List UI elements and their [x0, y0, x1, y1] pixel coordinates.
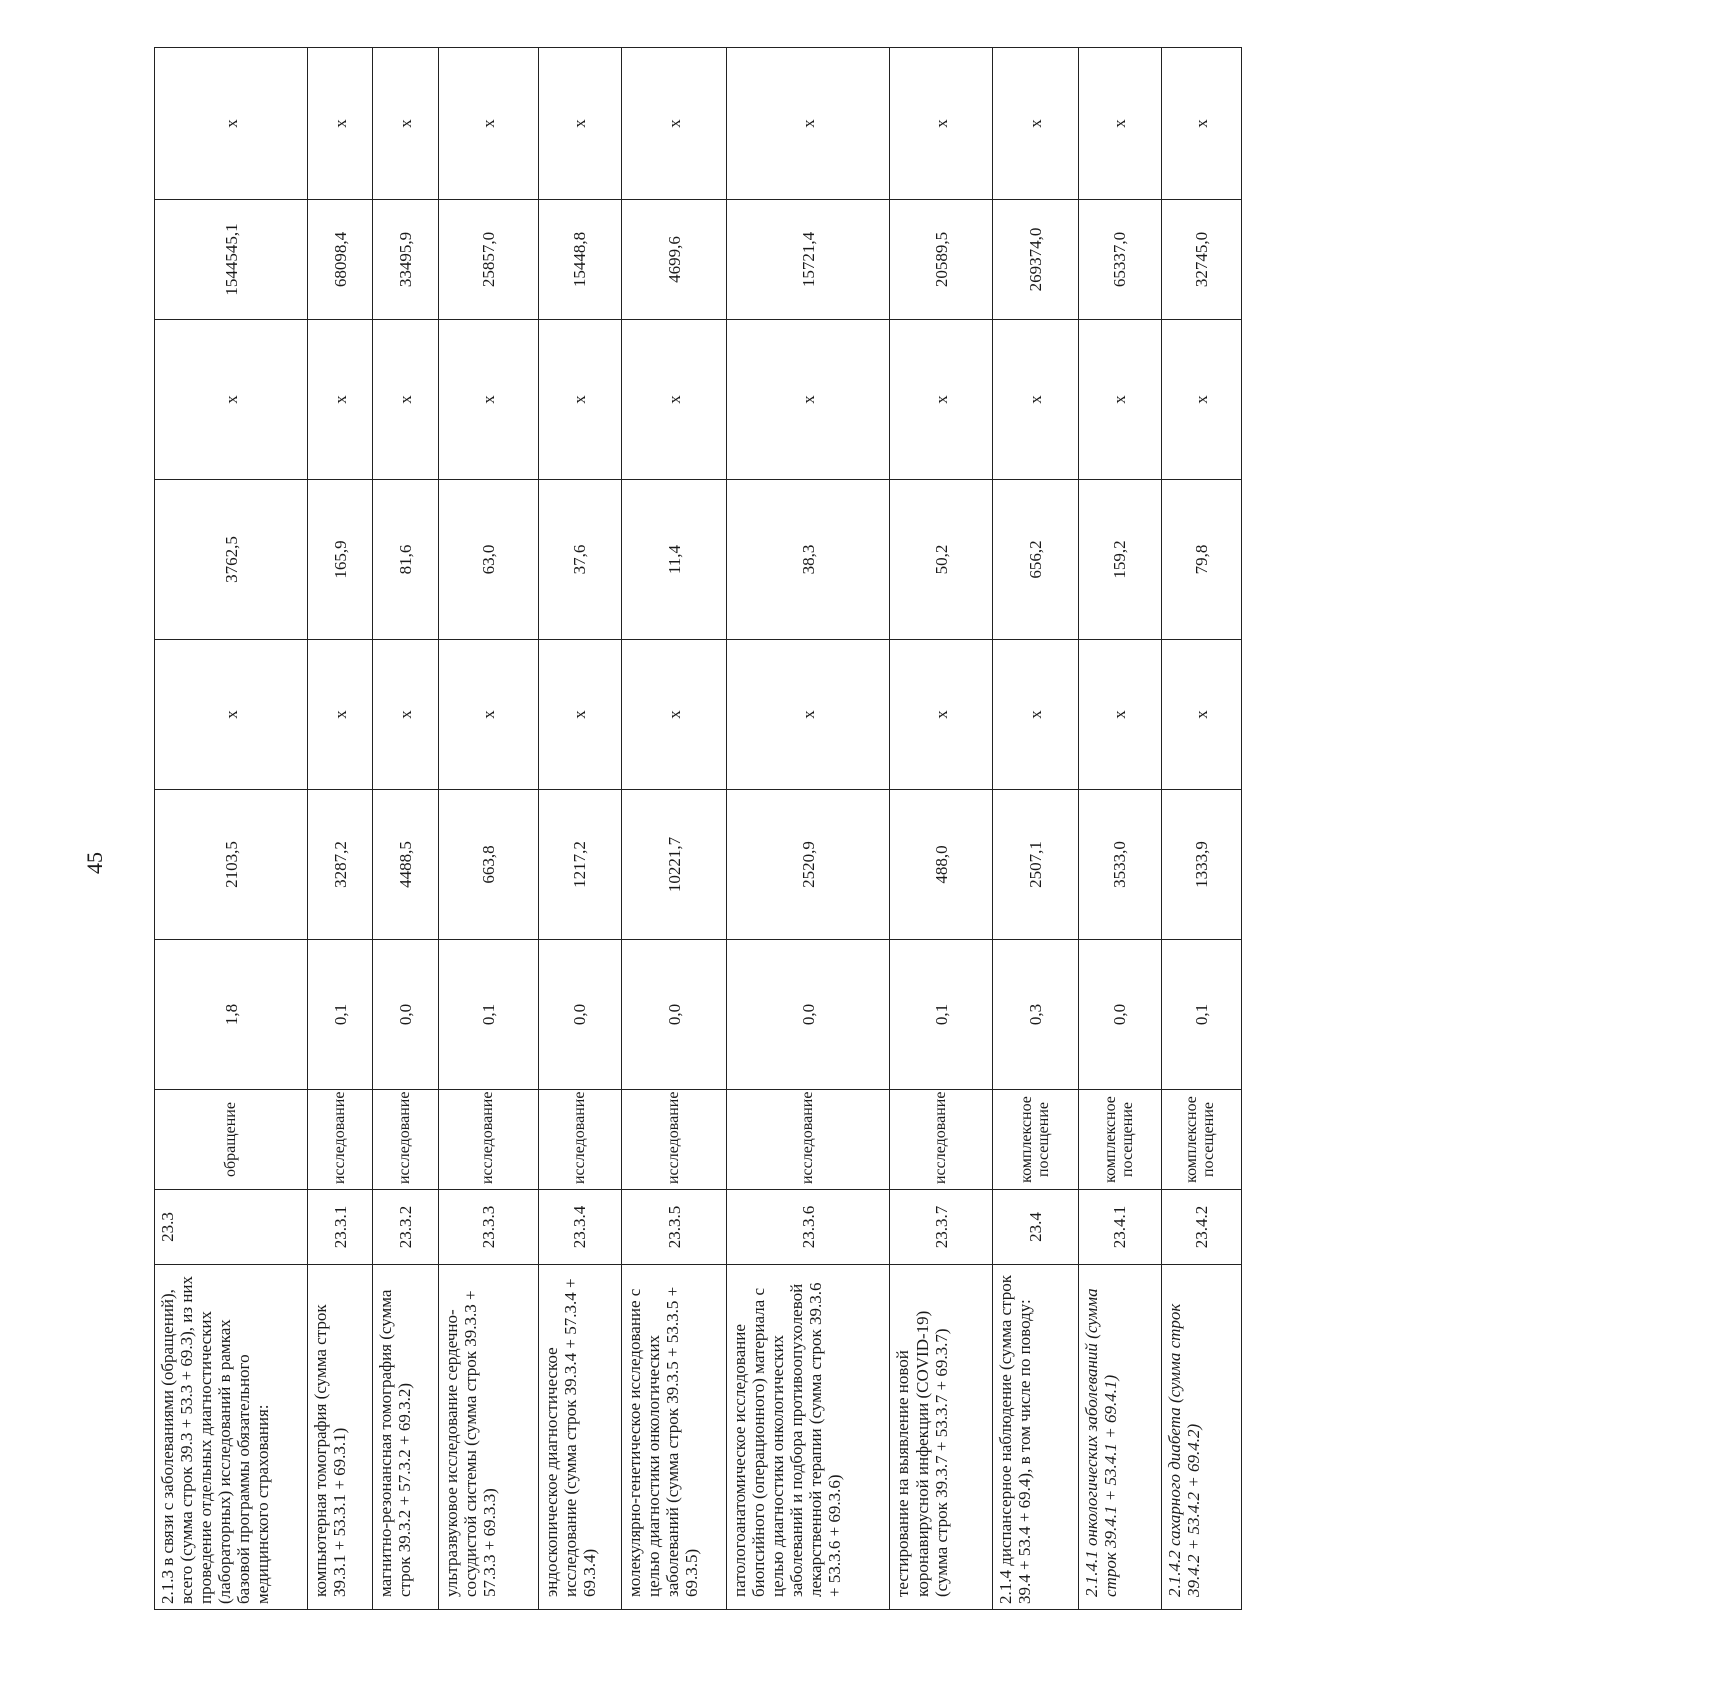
cell-v4: 63,0 [438, 480, 538, 640]
page-number: 45 [82, 852, 107, 874]
cell-v5: x [993, 320, 1078, 480]
row-name: тестирование на выявление новой коронавирусной инфекции (COVID-19) (сумма строк 39.3.7 + 53.3.7 + 69.3.7) [890, 1265, 993, 1610]
cell-v7: x [1078, 48, 1161, 200]
cell-v4: 79,8 [1161, 480, 1241, 640]
row-code: 23.3.1 [308, 1190, 373, 1265]
table-row [727, 48, 890, 1610]
row-code: 23.3.3 [438, 1190, 538, 1265]
row-code: 23.3.6 [727, 1190, 890, 1265]
cell-v7: x [890, 48, 993, 200]
cell-v2: 1217,2 [539, 790, 622, 940]
cell-v1: 0,0 [1078, 940, 1161, 1090]
table-row [993, 48, 1078, 1610]
cell-v4: 37,6 [539, 480, 622, 640]
cell-v7: x [1161, 48, 1241, 200]
cell-v3: x [308, 640, 373, 790]
cell-v2: 4488,5 [373, 790, 438, 940]
cell-v6: 15721,4 [727, 200, 890, 320]
cell-v5: x [621, 320, 726, 480]
cell-v5: x [438, 320, 538, 480]
cell-v1: 0,0 [539, 940, 622, 1090]
row-name: 2.1.4.2 сахарного диабета (сумма строк 39.4.2 + 53.4.2 + 69.4.2) [1161, 1265, 1241, 1610]
cell-v2: 663,8 [438, 790, 538, 940]
row-unit: исследование [373, 1090, 438, 1190]
row-name: 2.1.3 в связи с заболеваниями (обращений), всего (сумма строк 39.3 + 53.3 + 69.3), из них проведение отдельных диагностических (лабораторных) исследований в рамках базовой программы обязательного медицинского страхования: [155, 1265, 308, 1610]
row-code: 23.4.1 [1078, 1190, 1161, 1265]
cell-v5: x [308, 320, 373, 480]
cell-v6: 269374,0 [993, 200, 1078, 320]
cell-v2: 2103,5 [155, 790, 308, 940]
row-name: эндоскопическое диагностическое исследование (сумма строк 39.3.4 + 57.3.4 + 69.3.4) [539, 1265, 622, 1610]
table-row [308, 48, 373, 1610]
row-name: компьютерная томография (сумма строк 39.3.1 + 53.3.1 + 69.3.1) [308, 1265, 373, 1610]
row-unit: комплексное посещение [1161, 1090, 1241, 1190]
cell-v7: x [727, 48, 890, 200]
cell-v5: x [373, 320, 438, 480]
row-code: 23.3.7 [890, 1190, 993, 1265]
cell-v2: 3287,2 [308, 790, 373, 940]
table-row [1078, 48, 1161, 1610]
cell-v5: x [890, 320, 993, 480]
cell-v4: 38,3 [727, 480, 890, 640]
cell-v3: x [1161, 640, 1241, 790]
row-code: 23.4 [993, 1190, 1078, 1265]
table-row [373, 48, 438, 1610]
cell-v7: x [993, 48, 1078, 200]
cell-v7: x [438, 48, 538, 200]
row-unit: комплексное посещение [1078, 1090, 1161, 1190]
cell-v1: 0,1 [308, 940, 373, 1090]
cell-v5: x [727, 320, 890, 480]
cell-v6: 20589,5 [890, 200, 993, 320]
cell-v1: 0,1 [438, 940, 538, 1090]
cell-v6: 4699,6 [621, 200, 726, 320]
cell-v5: x [1078, 320, 1161, 480]
cell-v3: x [890, 640, 993, 790]
cell-v7: x [155, 48, 308, 200]
row-unit: исследование [621, 1090, 726, 1190]
cell-v1: 0,3 [993, 940, 1078, 1090]
cell-v2: 2507,1 [993, 790, 1078, 940]
cell-v6: 68098,4 [308, 200, 373, 320]
cell-v2: 3533,0 [1078, 790, 1161, 940]
cell-v3: x [1078, 640, 1161, 790]
cell-v2: 2520,9 [727, 790, 890, 940]
cell-v5: x [539, 320, 622, 480]
row-unit: исследование [438, 1090, 538, 1190]
cell-v6: 33495,9 [373, 200, 438, 320]
row-code: 23.3.4 [539, 1190, 622, 1265]
cell-v6: 65337,0 [1078, 200, 1161, 320]
row-name: магнитно-резонансная томография (сумма строк 39.3.2 + 57.3.2 + 69.3.2) [373, 1265, 438, 1610]
row-name: ультразвуковое исследование сердечно-сосудистой системы (сумма строк 39.3.3 + 57.3.3 + 69.3.3) [438, 1265, 538, 1610]
cell-v1: 0,1 [890, 940, 993, 1090]
row-name: молекулярно-генетическое исследование с целью диагностики онкологических заболеваний (сумма строк 39.3.5 + 53.3.5 + 69.3.5) [621, 1265, 726, 1610]
table-row [155, 48, 308, 1610]
cell-v6: 1544545,1 [155, 200, 308, 320]
cell-v7: x [373, 48, 438, 200]
cell-v6: 32745,0 [1161, 200, 1241, 320]
cell-v4: 656,2 [993, 480, 1078, 640]
cell-v3: x [438, 640, 538, 790]
cell-v4: 81,6 [373, 480, 438, 640]
row-code: 23.3 [155, 1190, 308, 1265]
cell-v3: x [155, 640, 308, 790]
row-name: патологоанатомическое исследование биопсийного (операционного) материала с целью диагностики онкологических заболеваний и подбора противоопухолевой лекарственной терапии (сумма строк 39.3.6 + 53.3.6 + 69.3.6) [727, 1265, 890, 1610]
row-code: 23.4.2 [1161, 1190, 1241, 1265]
row-code: 23.3.5 [621, 1190, 726, 1265]
cell-v5: x [1161, 320, 1241, 480]
row-unit: исследование [890, 1090, 993, 1190]
table-row [539, 48, 622, 1610]
cell-v2: 488,0 [890, 790, 993, 940]
cell-v1: 0,0 [727, 940, 890, 1090]
cell-v4: 159,2 [1078, 480, 1161, 640]
cell-v2: 1333,9 [1161, 790, 1241, 940]
cell-v3: x [621, 640, 726, 790]
cell-v6: 15448,8 [539, 200, 622, 320]
cell-v6: 25857,0 [438, 200, 538, 320]
row-unit: исследование [308, 1090, 373, 1190]
cell-v7: x [621, 48, 726, 200]
financing-table [154, 47, 1242, 1610]
row-unit: обращение [155, 1090, 308, 1190]
cell-v1: 1,8 [155, 940, 308, 1090]
cell-v5: x [155, 320, 308, 480]
row-code: 23.3.2 [373, 1190, 438, 1265]
cell-v3: x [993, 640, 1078, 790]
row-name: 2.1.4 диспансерное наблюдение (сумма строк 39.4 + 53.4 + 69.4), в том числе по поводу: [993, 1265, 1078, 1610]
cell-v4: 50,2 [890, 480, 993, 640]
cell-v4: 165,9 [308, 480, 373, 640]
row-name: 2.1.4.1 онкологических заболеваний (сумма строк 39.4.1 + 53.4.1 + 69.4.1) [1078, 1265, 1161, 1610]
table-rotated [154, 119, 1716, 1610]
cell-v7: x [308, 48, 373, 200]
table-row [438, 48, 538, 1610]
cell-v1: 0,0 [373, 940, 438, 1090]
cell-v4: 11,4 [621, 480, 726, 640]
table-row [890, 48, 993, 1610]
table-row [1161, 48, 1241, 1610]
cell-v7: x [539, 48, 622, 200]
row-unit: комплексное посещение [993, 1090, 1078, 1190]
cell-v2: 10221,7 [621, 790, 726, 940]
cell-v3: x [373, 640, 438, 790]
cell-v1: 0,0 [621, 940, 726, 1090]
cell-v1: 0,1 [1161, 940, 1241, 1090]
cell-v3: x [539, 640, 622, 790]
table-row [621, 48, 726, 1610]
cell-v3: x [727, 640, 890, 790]
cell-v4: 3762,5 [155, 480, 308, 640]
row-unit: исследование [727, 1090, 890, 1190]
row-unit: исследование [539, 1090, 622, 1190]
